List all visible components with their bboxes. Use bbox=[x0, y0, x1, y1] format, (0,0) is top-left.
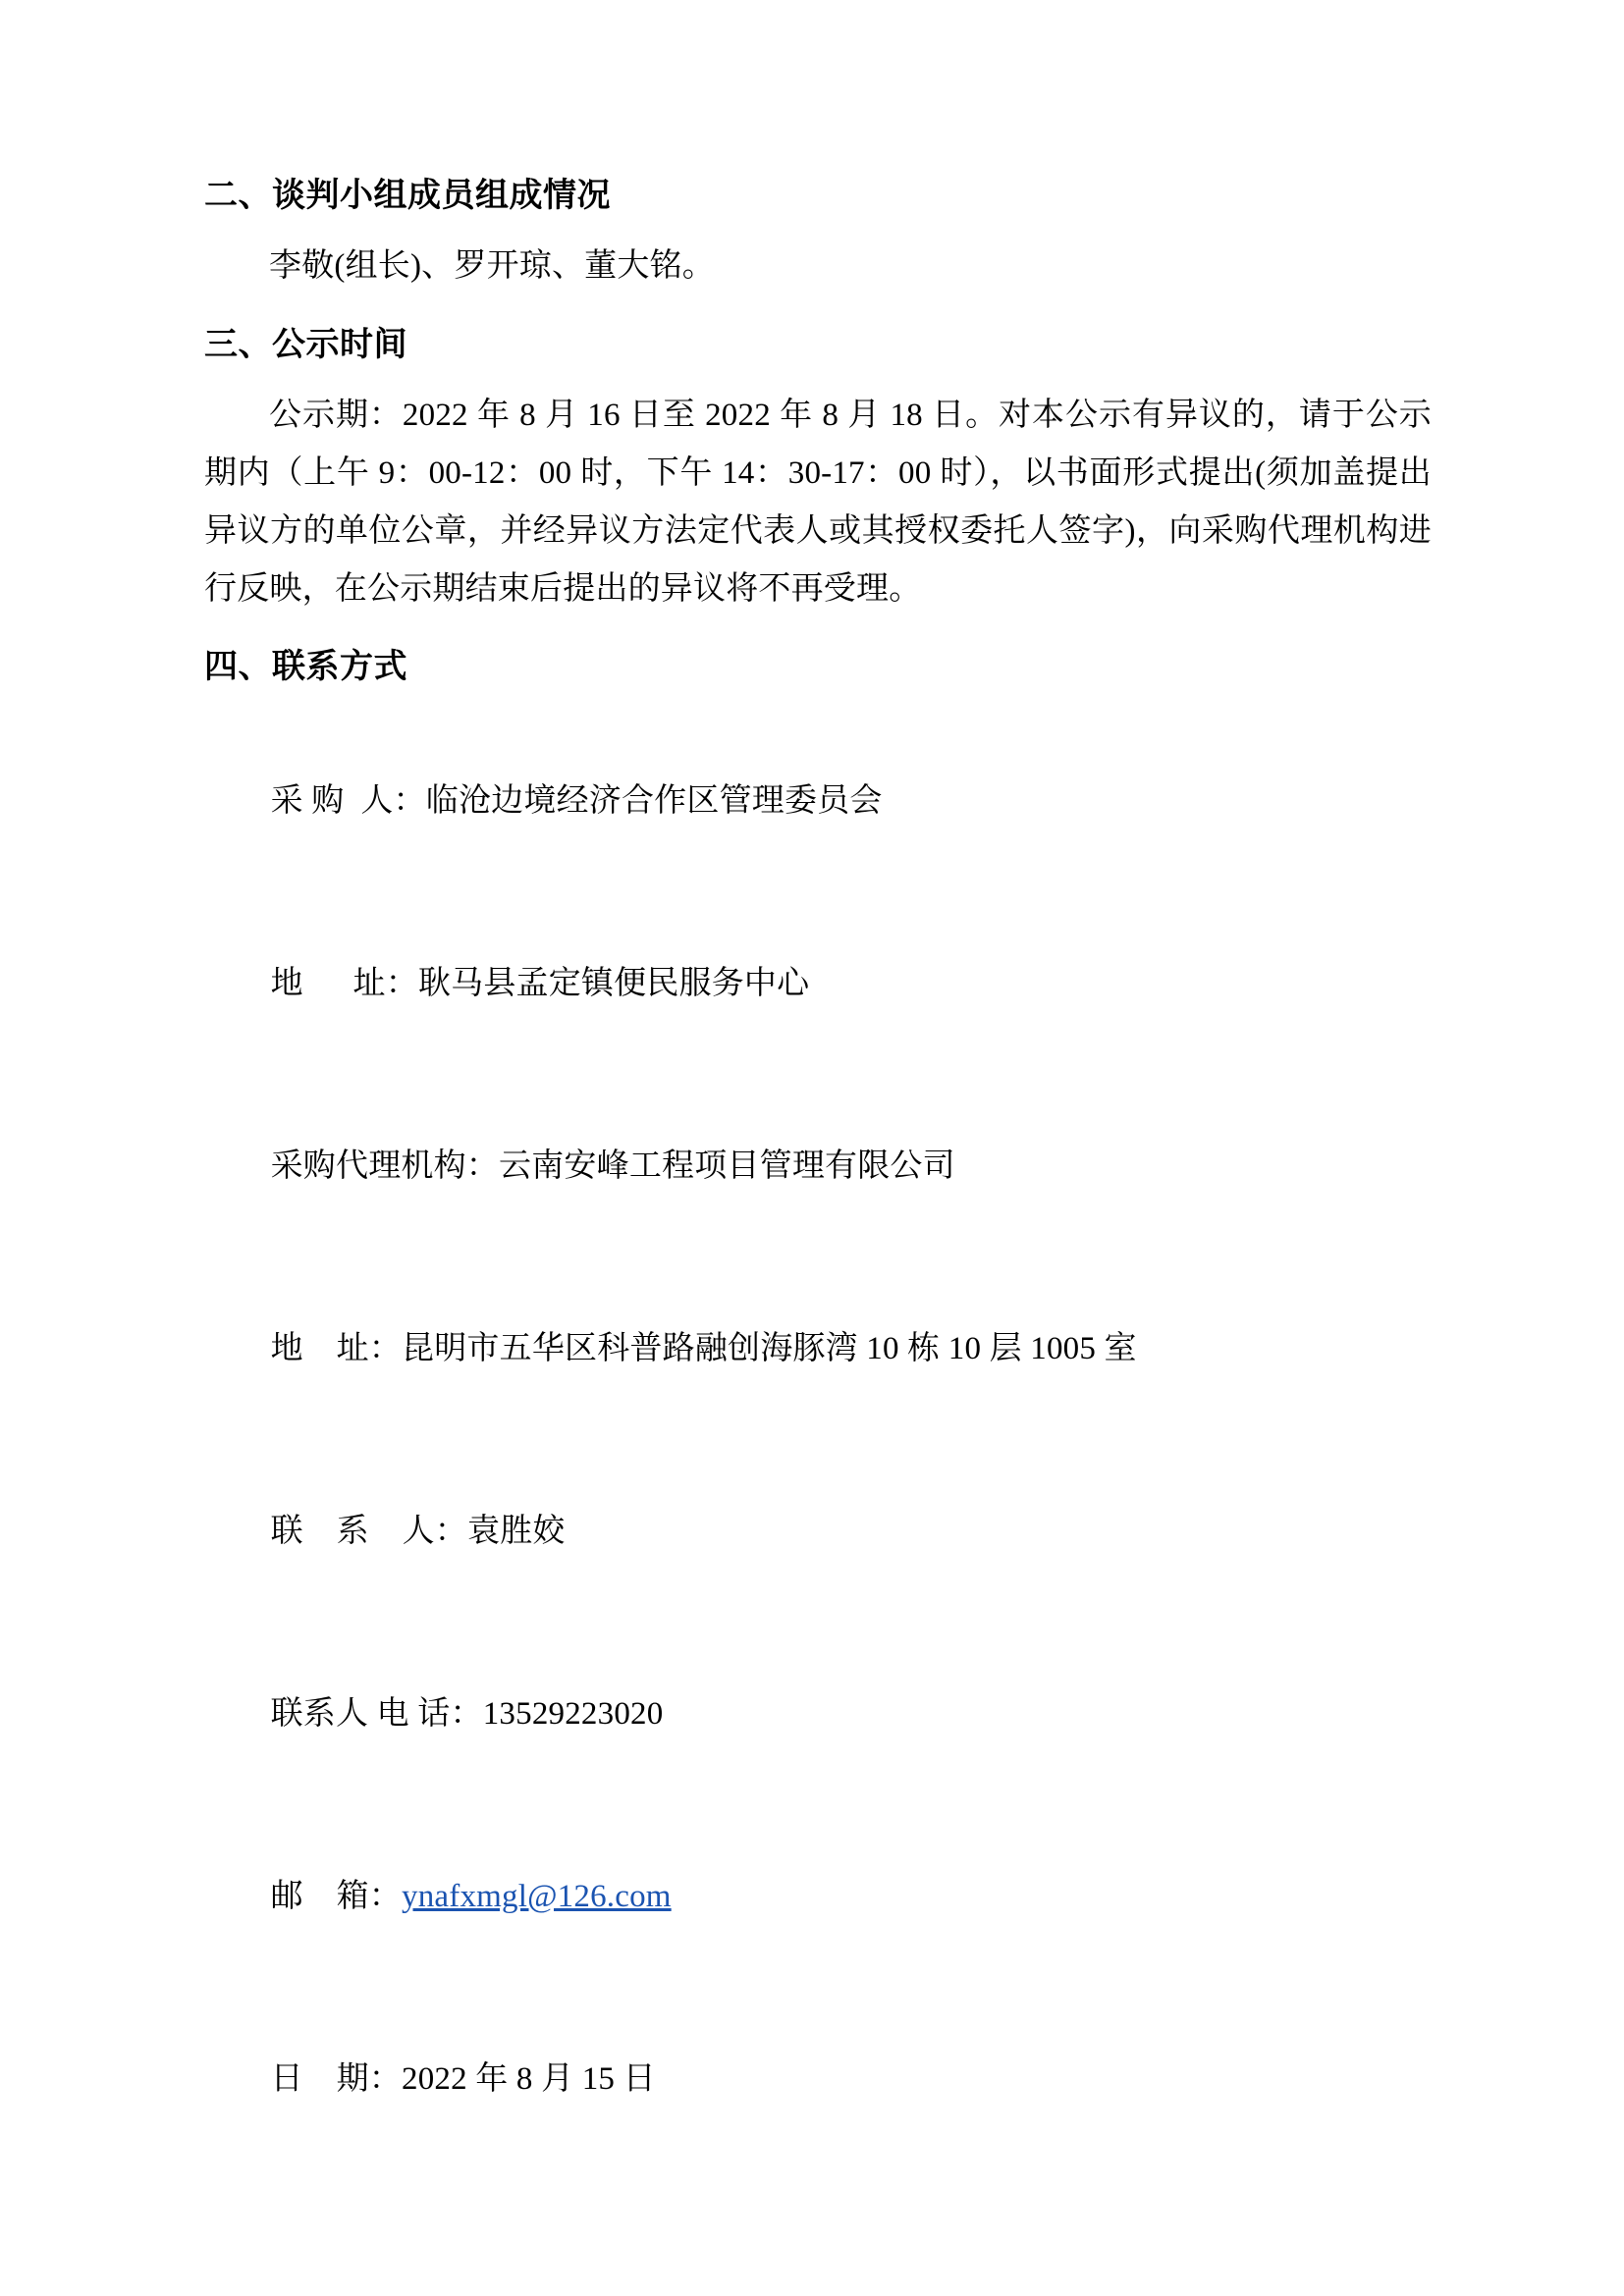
phone-label: 联系人 电 话： bbox=[270, 1696, 483, 1733]
section-paragraph-publicity-period: 公示期：2022 年 8 月 16 日至 2022 年 8 月 18 日。对本公示有异议的，请于公示期内（上午 9：00-12：00 时，下午 14：30-17：00 时），以书面形式提出(须加盖提出异议方的单位公章，并经异议方法定代表人或其授权委托人签字)，向采购代理机构进行反映，在公示期结束后提出的异议将不再受理。 bbox=[204, 398, 1432, 607]
date-label: 日 期： bbox=[270, 2061, 403, 2098]
contact-line-purchaser-address bbox=[204, 892, 1432, 1075]
contact-line-date bbox=[204, 1988, 1432, 2170]
contact-line-purchaser bbox=[204, 710, 1432, 892]
contact-person-label: 联 系 人： bbox=[270, 1513, 468, 1549]
email-label: 邮 箱： bbox=[270, 1879, 403, 1915]
contact-block bbox=[204, 710, 1432, 2171]
section-heading-negotiation-group: 二、谈判小组成员组成情况 bbox=[204, 176, 611, 215]
agency-value: 云南安峰工程项目管理有限公司 bbox=[499, 1148, 955, 1184]
purchaser-value: 临沧边境经济合作区管理委员会 bbox=[425, 782, 883, 819]
purchaser-address-label: 地 址： bbox=[270, 965, 418, 1001]
contact-line-agency-address bbox=[204, 1257, 1432, 1440]
agency-address-value: 昆明市五华区科普路融创海豚湾 10 栋 10 层 1005 室 bbox=[402, 1330, 1137, 1366]
agency-address-label: 地 址： bbox=[270, 1330, 403, 1366]
purchaser-label: 采 购 人： bbox=[270, 782, 426, 819]
contact-line-phone bbox=[204, 1623, 1432, 1805]
section-heading-contact-info: 四、联系方式 bbox=[204, 647, 407, 687]
document-content bbox=[204, 172, 1432, 2170]
contact-person-value: 袁胜姣 bbox=[467, 1513, 566, 1549]
section-heading-publicity-period: 三、公示时间 bbox=[204, 325, 407, 365]
agency-label: 采购代理机构： bbox=[270, 1148, 500, 1184]
date-value: 2022 年 8 月 15 日 bbox=[402, 2061, 656, 2098]
contact-line-email bbox=[204, 1805, 1432, 1988]
contact-line-agency bbox=[204, 1075, 1432, 1257]
email-link[interactable]: ynafxmgl@126.com bbox=[402, 1879, 672, 1915]
contact-line-person bbox=[204, 1440, 1432, 1623]
section-paragraph-negotiation-group: 李敬(组长)、罗开琼、董大铭。 bbox=[269, 248, 715, 285]
purchaser-address-value: 耿马县孟定镇便民服务中心 bbox=[417, 965, 810, 1001]
phone-value: 13529223020 bbox=[482, 1696, 664, 1733]
